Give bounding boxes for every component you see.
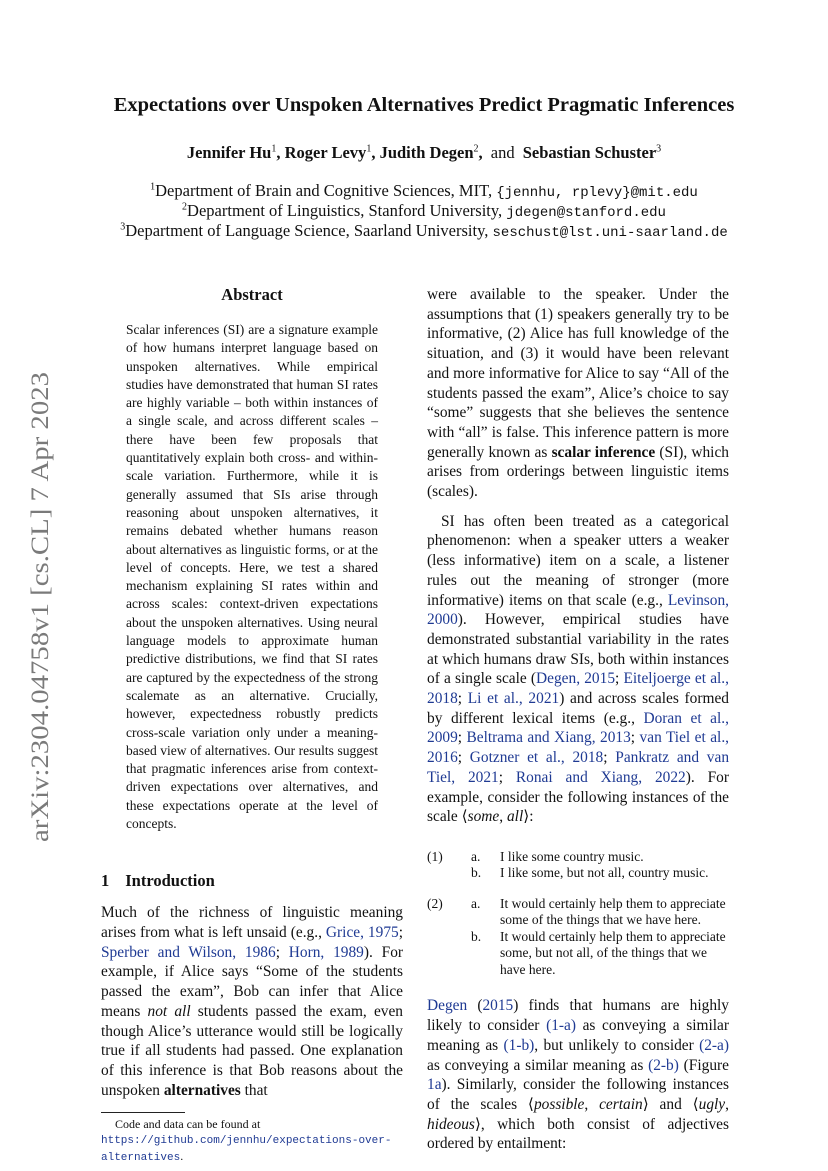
example-ref-link[interactable]: (2-b) <box>648 1056 679 1074</box>
scale-term: certain <box>599 1096 643 1113</box>
text-run: , but unlikely to consider <box>534 1036 700 1054</box>
affiliation-email: {jennhu, rplevy}@mit.edu <box>496 185 698 201</box>
example-item <box>427 865 729 882</box>
example-item <box>427 896 729 929</box>
citation-link[interactable]: Doran et al., 2009 <box>427 709 729 747</box>
author-sup: 2 <box>473 143 479 155</box>
author-name: Roger Levy <box>284 143 367 162</box>
text-run: (SI), which arises from orderings between linguistic items (scales). <box>427 443 729 501</box>
text-run: ⟩ and ⟨ <box>642 1096 699 1113</box>
section-title: Introduction <box>125 871 215 891</box>
author-name: Jennifer Hu <box>186 143 272 162</box>
text-run: , <box>584 1096 600 1113</box>
text-run: SI has often been treated as a categorical phenomenon: when a speaker utters a weaker (less informative) item on a scale, a listener rules out the meaning of stronger (more informative) items on that scale (e.g., <box>427 512 729 609</box>
footnote-text: Code and data can be found at <box>115 1117 261 1132</box>
citation-link[interactable]: Beltrama and Xiang, 2013 <box>466 729 631 747</box>
citation-link[interactable]: Gotzner et al., 2018 <box>469 749 604 767</box>
author-name: Sebastian Schuster <box>522 143 657 162</box>
citation-link[interactable]: Li et al., 2021 <box>467 690 560 708</box>
citation-link[interactable]: Grice, 1975 <box>325 924 399 942</box>
citation-link[interactable]: van Tiel et al., 2016 <box>427 729 730 767</box>
citation-link[interactable]: 2015 <box>482 997 514 1015</box>
citation-link[interactable]: Degen, 2015 <box>536 670 616 688</box>
text-run: were available to the speaker. Under the assumptions that (1) speakers generally try to be informative, (2) Alice has full knowledge of the situation, and (3) it would have been relevant and more informative for Alice to say “All of the students passed the exam”, Alice’s choice to say “some” suggests that she believes the sentence with “all” is false. This inference pattern is more generally known as <box>427 286 729 461</box>
text-run: (Figure <box>678 1056 729 1074</box>
bold-term: scalar inference <box>551 443 656 461</box>
example-text: It would certainly help them to appreciate some, but not all, of the things that we have here. <box>500 928 726 977</box>
affiliation <box>60 181 788 201</box>
citation-link[interactable]: Levinson, 2000 <box>427 591 729 629</box>
affiliation-email: jdegen@stanford.edu <box>506 205 666 221</box>
author-name: Judith Degen <box>379 143 474 162</box>
abstract-heading: Abstract <box>221 285 283 304</box>
paper-title: Expectations over Unspoken Alternatives Predict Pragmatic Inferences <box>113 94 735 116</box>
affiliation-text: Department of Brain and Cognitive Sciences, MIT, <box>155 181 497 200</box>
citation-link[interactable]: Eiteljoerge et al., 2018 <box>427 670 729 708</box>
text-run: ). Similarly, consider the following instances of the scales ⟨ <box>427 1076 729 1113</box>
example-ref-link[interactable]: (1-b) <box>503 1036 535 1054</box>
footnote <box>101 1117 403 1166</box>
body-paragraph <box>427 996 729 1154</box>
scale-term: ugly <box>698 1096 726 1113</box>
text-run: , <box>725 1096 729 1113</box>
text-run: , <box>499 808 507 826</box>
footnote-end: . <box>180 1149 184 1164</box>
linguistic-example <box>427 896 729 979</box>
text-run: ; <box>398 924 403 942</box>
text-run: ; <box>630 729 640 747</box>
section-number: 1 <box>101 871 110 891</box>
citation-link[interactable]: Pankratz and van Tiel, 2021 <box>427 749 730 786</box>
text-run: ). For example, consider the following instances of the scale ⟨ <box>427 768 729 826</box>
citation-link[interactable]: Degen <box>427 997 468 1015</box>
affiliation-sup: 2 <box>182 201 188 213</box>
linguistic-example <box>427 849 729 882</box>
scale-term: hideous <box>427 1115 475 1133</box>
affiliation-text: Department of Linguistics, Stanford University, <box>187 201 507 220</box>
arxiv-stamp <box>20 372 56 842</box>
intro-paragraph <box>101 903 403 1100</box>
citation-link[interactable]: Sperber and Wilson, 1986 <box>101 943 276 961</box>
text-run: ; <box>457 729 467 747</box>
example-ref-link[interactable]: (2-a) <box>699 1036 729 1054</box>
text-run: ; <box>498 768 516 786</box>
author-sup: 1 <box>366 143 372 155</box>
text-run: ; <box>615 670 624 688</box>
section-heading <box>101 871 403 891</box>
figure-ref-link[interactable]: 1a <box>427 1076 442 1094</box>
example-number: (1) <box>427 848 443 864</box>
affiliation-text: Department of Language Science, Saarland University, <box>125 221 493 240</box>
affiliation <box>60 201 788 221</box>
example-ref-link[interactable]: (1-a) <box>546 1017 576 1035</box>
text-run: ; <box>457 690 468 708</box>
scale-term: all <box>506 808 524 826</box>
author-list: Jennifer Hu$^1$, Roger Levy$^1$, Judith Degen$^2$, and Sebastian Schuster$^3$ <box>186 143 662 162</box>
example-letter: a. <box>471 848 481 864</box>
text-run: ) finds that humans are highly likely to consider <box>427 997 729 1035</box>
scale-term: some <box>467 808 500 826</box>
affiliation-sup: 1 <box>150 181 156 193</box>
text-run: as conveying a similar meaning as <box>427 1017 730 1054</box>
text-run: ) and across scales formed by different lexical items (e.g., <box>427 690 729 727</box>
citation-link[interactable]: Horn, 1989 <box>288 943 364 961</box>
text-run: ( <box>467 997 483 1015</box>
emphasis-text: not all <box>147 1002 191 1020</box>
citation-link[interactable]: Ronai and Xiang, 2022 <box>515 768 686 786</box>
affiliation-email: seschust@lst.uni-saarland.de <box>492 225 728 241</box>
body-paragraph <box>427 285 729 502</box>
text-run: as conveying a similar meaning as <box>427 1056 649 1074</box>
text-run: ⟩, which both consist of adjectives ordered by entailment: <box>427 1115 729 1153</box>
code-url-link[interactable]: https://github.com/jennhu/expectations-over-alternatives <box>101 1135 392 1165</box>
text-run: ⟩: <box>523 808 534 826</box>
bold-term: alternatives <box>163 1081 241 1099</box>
author-sup: 1 <box>271 143 277 155</box>
text-run: students passed the exam, even though Alice’s utterance would still be logically true if all students had passed. One explanation of this inference is that Bob reasons about the unspoken <box>101 1002 403 1099</box>
text-run: ). However, empirical studies have demonstrated substantial variability in the rates at which humans draw SIs, both within instances of a single scale ( <box>427 611 729 688</box>
body-paragraph <box>427 512 729 827</box>
example-letter: b. <box>471 928 482 944</box>
example-letter: b. <box>471 865 482 881</box>
scale-term: possible <box>533 1096 585 1113</box>
right-column <box>427 285 729 1154</box>
arxiv-stamp-text: arXiv:2304.04758v1 [cs.CL] 7 Apr 2023 <box>25 425 54 842</box>
affiliation-sup: 3 <box>120 221 126 233</box>
example-text: It would certainly help them to appreciate some of the things that we have here. <box>500 895 726 928</box>
example-item <box>427 849 729 866</box>
text-run: ; <box>275 943 289 961</box>
abstract-body: Scalar inferences (SI) are a signature example of how humans interpret language based on unspoken alternatives. While empirical studies have demonstrated that human SI rates are highly variable – both within instances of a single scale, and across different scales – there have been few proposals that quantitatively explain both cross- and within-scale variation. Furthermore, while it is generally assumed that SIs arise through reasoning about unspoken alternatives, it remains debated whether humans reason about alternatives as linguistic forms, or at the level of concepts. Here, we test a shared mechanism explaining SI rates within and across scales: context-driven expectations about the unspoken alternatives. Using neural language models to approximate human predictive distributions, we find that SI rates are captured by the expectedness of the strong scalemate as an alternative. Crucially, however, expectedness robustly predicts cross-scale variation only under a meaning-based view of alternatives. Our results suggest that pragmatic inferences arise from context-driven expectations over alternatives, and these expectations operate at the level of concepts. <box>126 322 378 832</box>
footnote-rule <box>101 1112 185 1113</box>
author-sup: 3 <box>656 143 662 155</box>
text-run: ). For example, if Alice says “Some of the students passed the exam”, Bob can infer that Alice means <box>101 943 404 1020</box>
left-column <box>101 285 403 1166</box>
affiliation <box>60 221 788 241</box>
example-letter: a. <box>471 895 481 911</box>
example-item <box>427 929 729 979</box>
author-and: and <box>490 143 515 162</box>
text-run: Much of the richness of linguistic meaning arises from what is left unsaid (e.g., <box>101 904 403 942</box>
example-text: I like some country music. <box>500 848 644 864</box>
example-text: I like some, but not all, country music. <box>500 865 709 881</box>
text-run: that <box>240 1081 268 1099</box>
text-run: ; <box>457 749 470 767</box>
example-number: (2) <box>427 895 443 911</box>
text-run: ; <box>603 749 616 767</box>
